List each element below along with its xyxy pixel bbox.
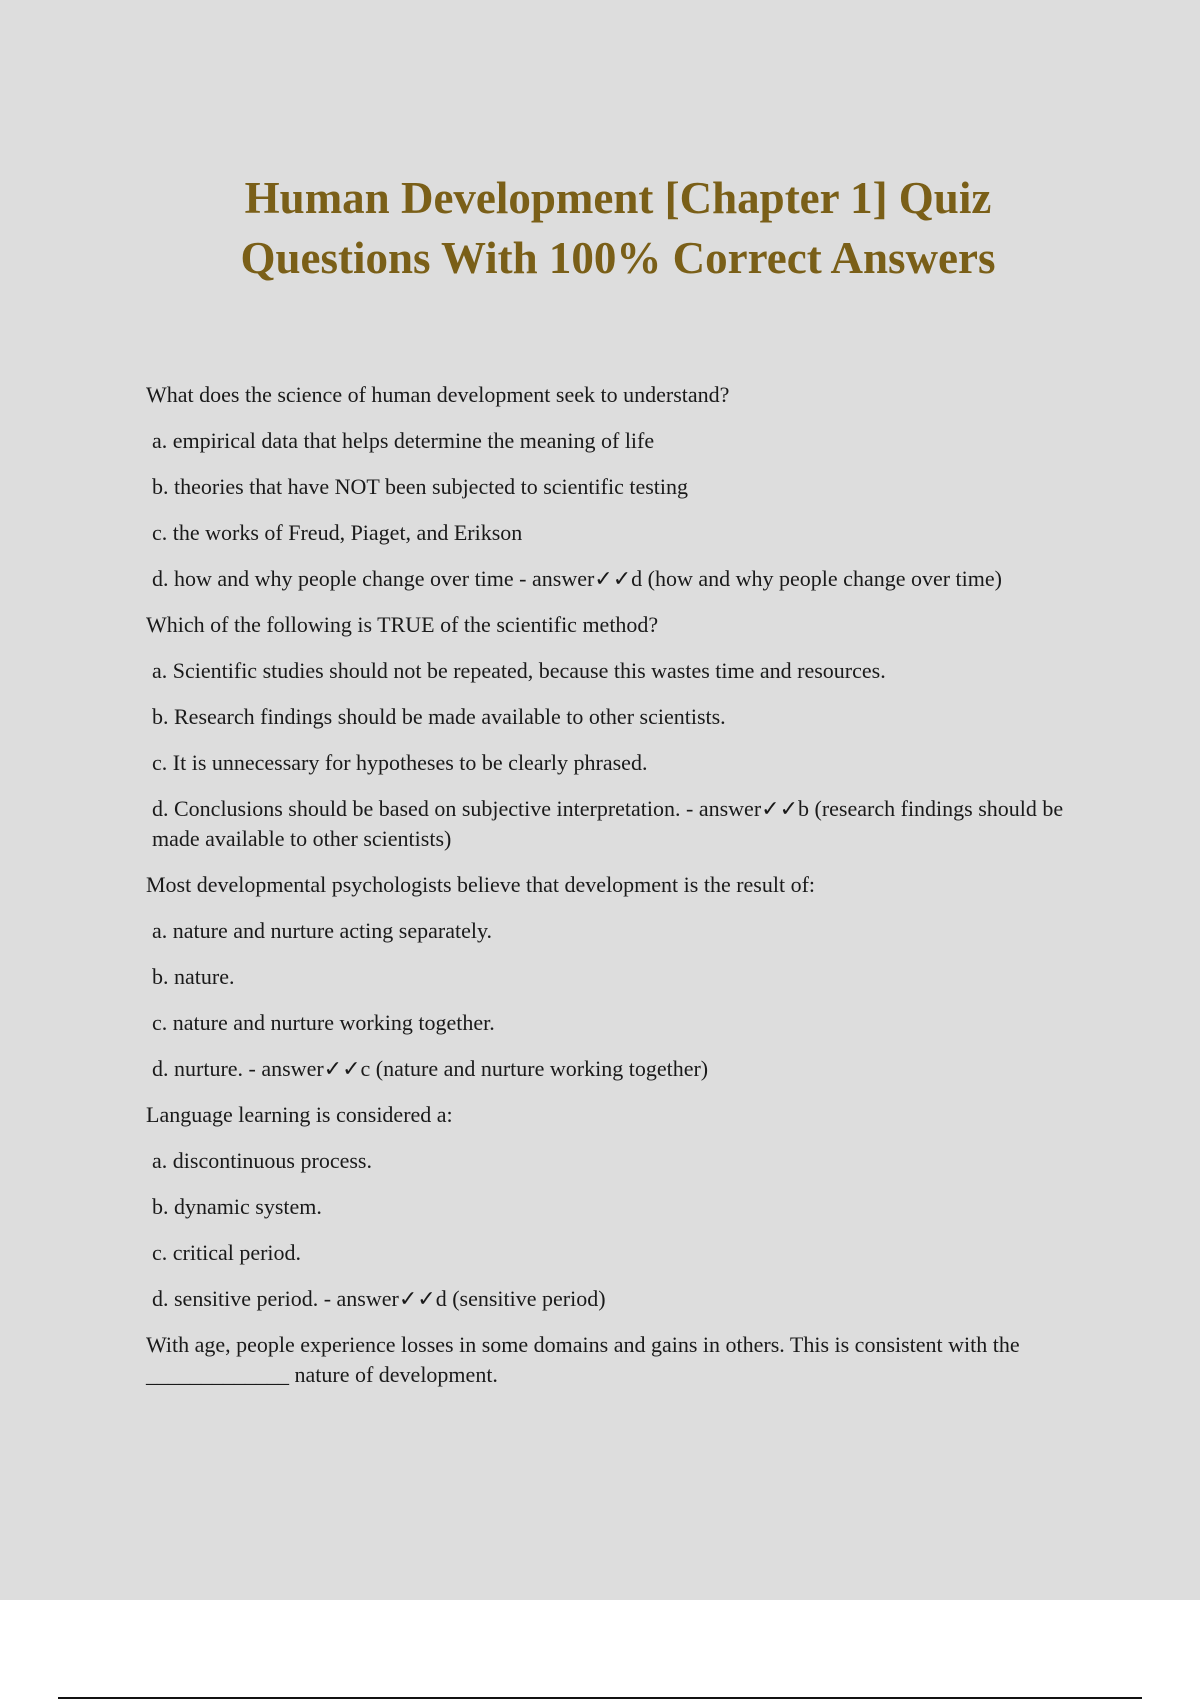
answer-option: d. Conclusions should be based on subjective interpretation. - answer✓✓b (research findings should be made available to other scientists)	[152, 796, 1064, 851]
question-text: What does the science of human development seek to understand?	[146, 382, 730, 407]
answer-option: c. critical period.	[152, 1240, 302, 1265]
quiz-content	[146, 380, 1096, 1390]
answer-option: b. Research findings should be made available to other scientists.	[152, 704, 726, 729]
question-text: Language learning is considered a:	[146, 1102, 453, 1127]
page-gap	[0, 1600, 1200, 1700]
answer-option: a. empirical data that helps determine the meaning of life	[152, 428, 655, 453]
title-line-2: Questions With 100% Correct Answers	[240, 233, 996, 283]
document-title	[100, 168, 1136, 288]
answer-option: b. theories that have NOT been subjected to scientific testing	[152, 474, 688, 499]
page-divider	[58, 1697, 1142, 1699]
answer-option: c. the works of Freud, Piaget, and Erikson	[152, 520, 523, 545]
question-text: With age, people experience losses in some domains and gains in others. This is consistent with the _____________ nature of development.	[146, 1332, 1020, 1387]
answer-option: d. how and why people change over time - answer✓✓d (how and why people change over time)	[152, 566, 1002, 591]
answer-option: c. nature and nurture working together.	[152, 1010, 495, 1035]
answer-option: c. It is unnecessary for hypotheses to be clearly phrased.	[152, 750, 648, 775]
question-text: Most developmental psychologists believe that development is the result of:	[146, 872, 816, 897]
answer-option: a. discontinuous process.	[152, 1148, 372, 1173]
title-line-1: Human Development [Chapter 1] Quiz	[244, 173, 992, 223]
answer-option: d. sensitive period. - answer✓✓d (sensitive period)	[152, 1286, 606, 1311]
answer-option: a. nature and nurture acting separately.	[152, 918, 493, 943]
answer-option: d. nurture. - answer✓✓c (nature and nurture working together)	[152, 1056, 709, 1081]
answer-option: b. nature.	[152, 964, 235, 989]
answer-option: a. Scientific studies should not be repeated, because this wastes time and resources.	[152, 658, 886, 683]
answer-option: b. dynamic system.	[152, 1194, 322, 1219]
question-text: Which of the following is TRUE of the scientific method?	[146, 612, 659, 637]
